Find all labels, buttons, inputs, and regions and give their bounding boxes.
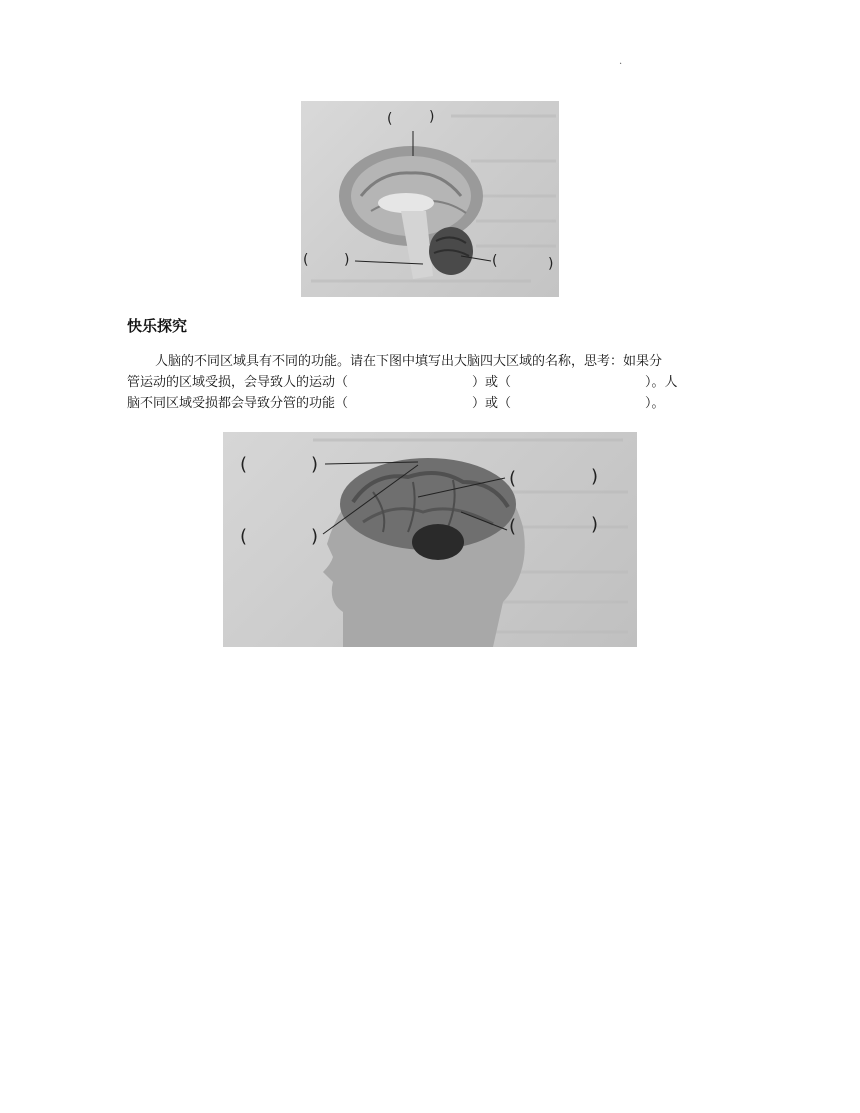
paragraph-line-1 — [127, 351, 727, 372]
paragraph-text-2c: ）。人 — [645, 375, 678, 390]
fig1-bracket-close-1: ) — [429, 109, 435, 125]
fig2-bracket-close-4: ) — [591, 514, 599, 535]
fig1-bracket-open-1: ( — [387, 111, 393, 127]
exploration-paragraph — [127, 351, 727, 414]
fig1-bracket-close-2: ) — [344, 252, 350, 268]
answer-blank-2[interactable] — [511, 372, 645, 393]
fig1-bracket-open-3: ( — [492, 253, 498, 269]
fig2-bracket-open-3: ( — [509, 468, 517, 489]
paragraph-text-2a: 管运动的区域受损，会导致人的运动（ — [127, 375, 349, 390]
section-title: 快乐探究 — [127, 317, 188, 335]
brain-sagittal-figure — [301, 101, 559, 297]
brain-sagittal-illustration — [301, 101, 559, 297]
fig2-bracket-open-1: ( — [240, 454, 248, 475]
answer-blank-3[interactable] — [348, 393, 472, 414]
fig1-bracket-close-3: ) — [548, 256, 554, 272]
fig2-bracket-open-2: ( — [240, 526, 248, 547]
brain-lobes-figure — [223, 432, 637, 647]
paragraph-text-3c: ）。 — [645, 396, 665, 411]
paragraph-line-3 — [127, 393, 727, 414]
fig2-bracket-close-2: ) — [311, 526, 319, 547]
paragraph-text-3b: ）或（ — [472, 396, 512, 411]
paragraph-text-3a: 脑不同区域受损都会导致分管的功能（ — [127, 396, 349, 411]
fig2-bracket-open-4: ( — [509, 516, 517, 537]
page-dot: . — [619, 56, 623, 67]
paragraph-text-2b: ）或（ — [472, 375, 512, 390]
fig2-bracket-close-3: ) — [591, 466, 599, 487]
fig1-bracket-open-2: ( — [303, 252, 309, 268]
paragraph-text-1: 人脑的不同区域具有不同的功能。请在下图中填写出大脑四大区域的名称，思考：如果分 — [155, 354, 663, 369]
brain-lobes-illustration — [223, 432, 637, 647]
answer-blank-4[interactable] — [511, 393, 645, 414]
answer-blank-1[interactable] — [348, 372, 472, 393]
fig2-bracket-close-1: ) — [311, 454, 319, 475]
paragraph-line-2 — [127, 372, 727, 393]
